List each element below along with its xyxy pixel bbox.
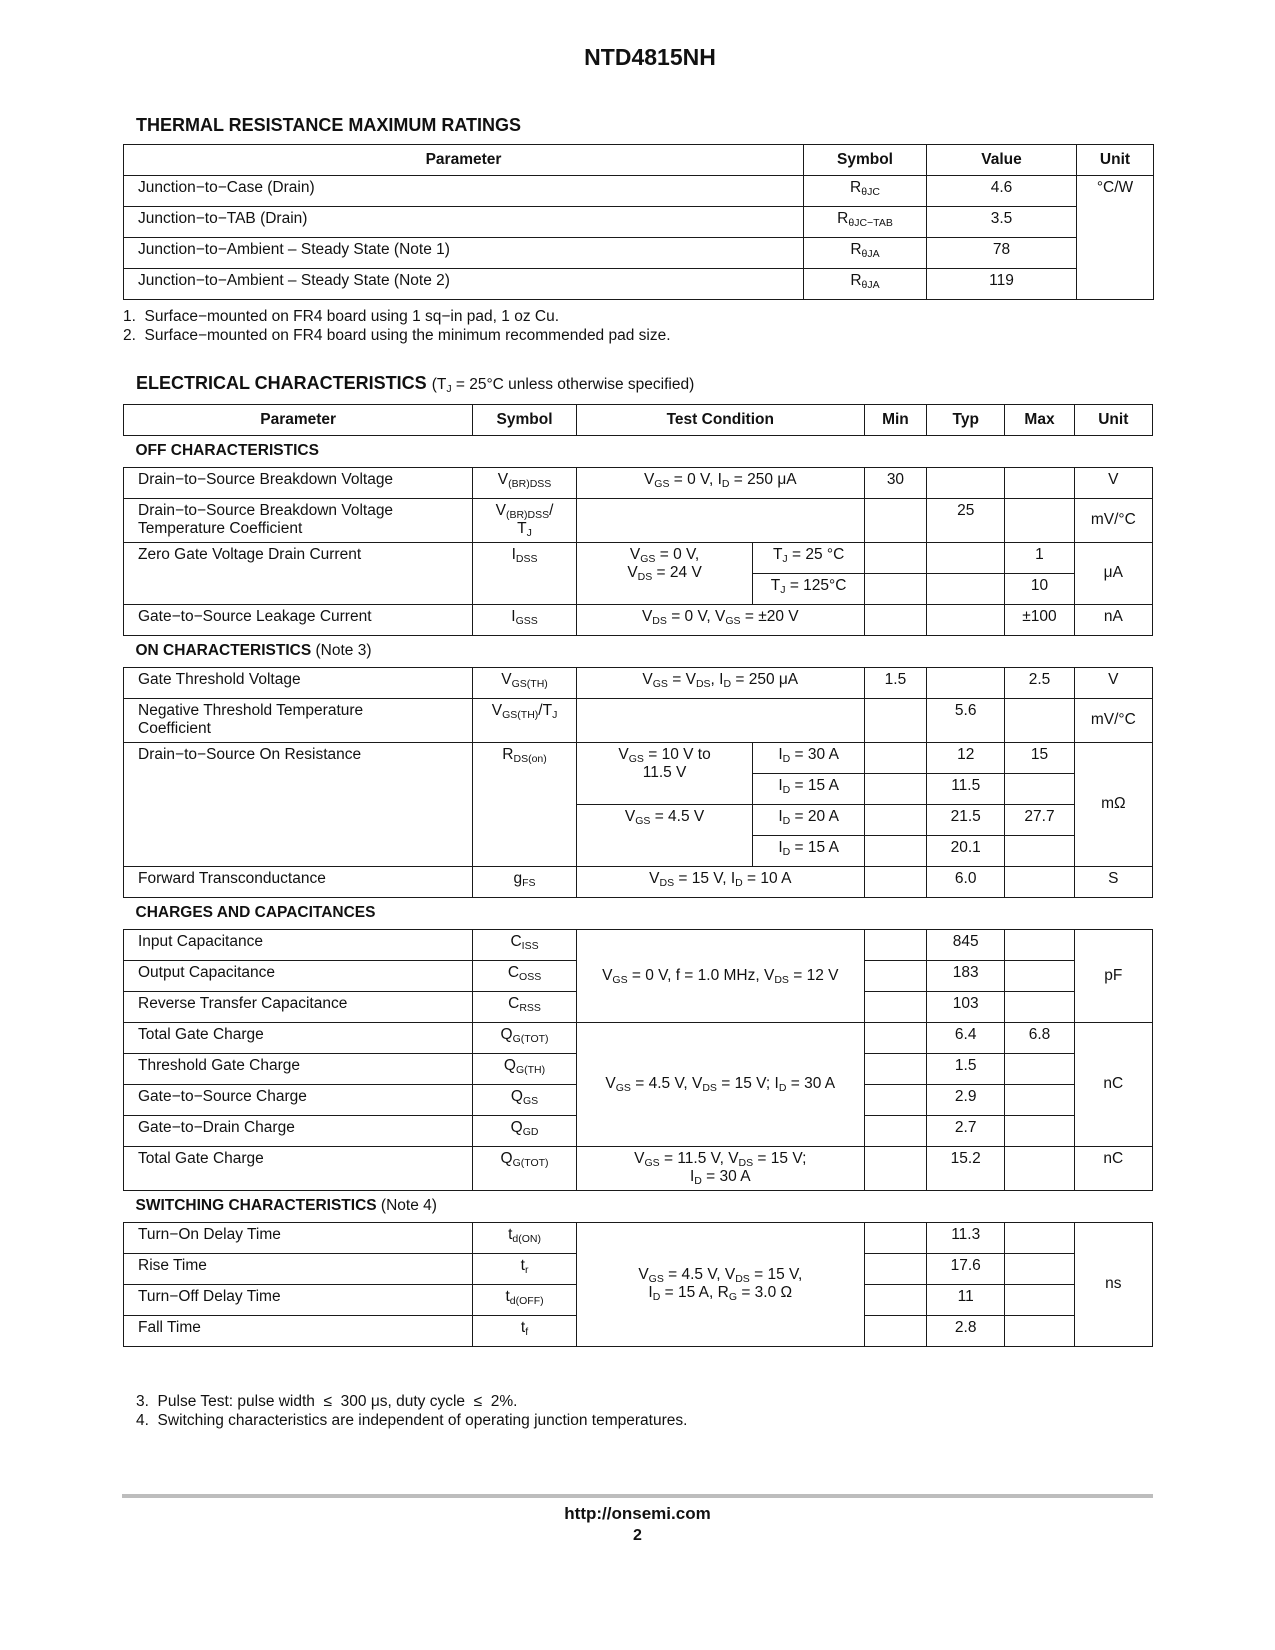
typ-cell: 20.1 (927, 836, 1005, 867)
symbol-cell: $R_{DS(on)}$ (473, 743, 576, 867)
min-cell (864, 961, 926, 992)
symbol-cell: $C_{RSS}$ (473, 992, 576, 1023)
condition-cell: $I_D = 30$ A (753, 743, 864, 774)
symbol-cell: $Q_{GD}$ (473, 1116, 576, 1147)
condition-cell: $V_{GS} = 0$ V, $V_{DS} = 24$ V (576, 543, 753, 605)
symbol-cell: $t_r$ (473, 1254, 576, 1285)
unit-cell: nA (1074, 605, 1152, 636)
min-cell (864, 867, 926, 898)
table-row (124, 468, 1153, 499)
max-cell (1005, 1116, 1074, 1147)
th-test-condition: Test Condition (576, 405, 864, 436)
th-parameter: Parameter (124, 145, 804, 176)
param-cell: Drain−to−Source Breakdown Voltage Temperature Coefficient (124, 499, 473, 543)
condition-cell: $V_{GS} = 0$ V, f = 1.0 MHz, $V_{DS} = 12$ V (576, 930, 864, 1023)
symbol-cell: $Q_{G(TOT)}$ (473, 1147, 576, 1191)
footer-url[interactable]: http://onsemi.com (564, 1504, 711, 1523)
typ-cell: 845 (927, 930, 1005, 961)
table-row (124, 867, 1153, 898)
condition-cell: $V_{DS} = 0$ V, $V_{GS} = \pm 20$ V (576, 605, 864, 636)
value-cell: 119 (927, 269, 1077, 300)
symbol-cell: $V_{(BR)DSS}/$ $T_J$ (473, 499, 576, 543)
max-cell: 1 (1005, 543, 1074, 574)
typ-cell: 11.5 (927, 774, 1005, 805)
th-parameter: Parameter (124, 405, 473, 436)
max-cell: 6.8 (1005, 1023, 1074, 1054)
param-cell: Total Gate Charge (124, 1023, 473, 1054)
electrical-section-title (136, 373, 694, 394)
min-cell: 30 (864, 468, 926, 499)
param-cell: Gate−to−Drain Charge (124, 1116, 473, 1147)
unit-cell: mV/°C (1074, 499, 1152, 543)
min-cell (864, 574, 926, 605)
min-cell (864, 1147, 926, 1191)
typ-cell: 5.6 (927, 699, 1005, 743)
table-row (124, 668, 1153, 699)
min-cell (864, 1085, 926, 1116)
param-cell: Forward Transconductance (124, 867, 473, 898)
table-row (124, 269, 1154, 300)
electrical-subtitle: ($T_J = 25^\circ C$ unless otherwise specified) (431, 376, 695, 395)
condition-cell (576, 499, 864, 543)
symbol-cell: $R_{\theta JA}$ (804, 238, 927, 269)
table-row (124, 743, 1153, 774)
typ-cell (927, 574, 1005, 605)
th-unit: Unit (1074, 405, 1152, 436)
charges-capacitances-heading: CHARGES AND CAPACITANCES (124, 898, 1153, 930)
note-1: 1. Surface−mounted on FR4 board using 1 sq−in pad, 1 oz Cu. (123, 308, 559, 325)
max-cell: 27.7 (1005, 805, 1074, 836)
symbol-cell: $I_{DSS}$ (473, 543, 576, 605)
min-cell (864, 1023, 926, 1054)
typ-cell: 6.0 (927, 867, 1005, 898)
max-cell: 15 (1005, 743, 1074, 774)
param-cell: Rise Time (124, 1254, 473, 1285)
max-cell: 10 (1005, 574, 1074, 605)
max-cell (1005, 1085, 1074, 1116)
param-cell: Gate Threshold Voltage (124, 668, 473, 699)
page-number: 2 (633, 1527, 642, 1544)
symbol-cell: $t_f$ (473, 1316, 576, 1347)
table-row (124, 1023, 1153, 1054)
symbol-cell: $V_{GS(TH)}/T_J$ (473, 699, 576, 743)
condition-cell: $V_{GS} = 11.5$ V, $V_{DS} = 15$ V; $I_D = 30$ A (576, 1147, 864, 1191)
thermal-section-title: THERMAL RESISTANCE MAXIMUM RATINGS (136, 115, 521, 135)
condition-cell: $V_{GS} = 10$ V to 11.5 V (576, 743, 753, 805)
condition-cell: $V_{DS} = 15$ V, $I_D = 10$ A (576, 867, 864, 898)
param-cell: Reverse Transfer Capacitance (124, 992, 473, 1023)
symbol-cell: $V_{(BR)DSS}$ (473, 468, 576, 499)
max-cell (1005, 1254, 1074, 1285)
symbol-cell: $C_{OSS}$ (473, 961, 576, 992)
param-cell: Zero Gate Voltage Drain Current (124, 543, 473, 605)
electrical-notes (136, 1392, 687, 1430)
unit-cell: nC (1074, 1147, 1152, 1191)
typ-cell (927, 668, 1005, 699)
symbol-cell: $R_{\theta JC-TAB}$ (804, 207, 927, 238)
electrical-table (123, 404, 1153, 1347)
max-cell (1005, 992, 1074, 1023)
th-value: Value (927, 145, 1077, 176)
typ-cell: 2.7 (927, 1116, 1005, 1147)
param-cell: Junction−to−Case (Drain) (124, 176, 804, 207)
symbol-cell: $V_{GS(TH)}$ (473, 668, 576, 699)
condition-cell: $V_{GS} = 4.5$ V, $V_{DS} = 15$ V, $I_D = 15$ A, $R_G = 3.0$ Ω (576, 1223, 864, 1347)
symbol-cell: $Q_{G(TOT)}$ (473, 1023, 576, 1054)
min-cell: 1.5 (864, 668, 926, 699)
typ-cell: 2.8 (927, 1316, 1005, 1347)
max-cell (1005, 774, 1074, 805)
table-row (124, 176, 1154, 207)
min-cell (864, 805, 926, 836)
condition-cell: $V_{GS} = 4.5$ V (576, 805, 753, 867)
min-cell (864, 836, 926, 867)
typ-cell: 2.9 (927, 1085, 1005, 1116)
param-cell: Negative Threshold Temperature Coefficient (124, 699, 473, 743)
unit-cell: μA (1074, 543, 1152, 605)
min-cell (864, 1285, 926, 1316)
typ-cell: 21.5 (927, 805, 1005, 836)
min-cell (864, 543, 926, 574)
typ-cell: 6.4 (927, 1023, 1005, 1054)
typ-cell (927, 543, 1005, 574)
unit-cell: mV/°C (1074, 699, 1152, 743)
thermal-notes (123, 307, 671, 345)
table-row (124, 1147, 1153, 1191)
unit-cell: pF (1074, 930, 1152, 1023)
max-cell (1005, 1054, 1074, 1085)
table-row (124, 605, 1153, 636)
param-cell: Junction−to−Ambient – Steady State (Note 2) (124, 269, 804, 300)
note-3: 3. Pulse Test: pulse width ≤ 300 μs, duty cycle ≤ 2%. (136, 1393, 518, 1410)
max-cell (1005, 468, 1074, 499)
table-row (124, 1223, 1153, 1254)
symbol-cell: $t_{d(ON)}$ (473, 1223, 576, 1254)
condition-cell: $I_D = 20$ A (753, 805, 864, 836)
min-cell (864, 1116, 926, 1147)
typ-cell: 11.3 (927, 1223, 1005, 1254)
table-row (124, 699, 1153, 743)
th-min: Min (864, 405, 926, 436)
typ-cell (927, 605, 1005, 636)
typ-cell: 15.2 (927, 1147, 1005, 1191)
param-cell: Output Capacitance (124, 961, 473, 992)
param-cell: Gate−to−Source Charge (124, 1085, 473, 1116)
note-4: 4. Switching characteristics are independent of operating junction temperatures. (136, 1412, 688, 1429)
max-cell (1005, 836, 1074, 867)
param-cell: Threshold Gate Charge (124, 1054, 473, 1085)
condition-cell: $T_J = 25$ °C (753, 543, 864, 574)
typ-cell: 103 (927, 992, 1005, 1023)
th-typ: Typ (927, 405, 1005, 436)
typ-cell: 17.6 (927, 1254, 1005, 1285)
table-row (124, 207, 1154, 238)
table-row (124, 499, 1153, 543)
min-cell (864, 605, 926, 636)
symbol-cell: $R_{\theta JA}$ (804, 269, 927, 300)
unit-cell: mΩ (1074, 743, 1152, 867)
typ-cell: 11 (927, 1285, 1005, 1316)
document-title: NTD4815NH (584, 44, 716, 70)
param-cell: Junction−to−TAB (Drain) (124, 207, 804, 238)
value-cell: 3.5 (927, 207, 1077, 238)
unit-cell: nC (1074, 1023, 1152, 1147)
th-symbol: Symbol (473, 405, 576, 436)
min-cell (864, 1316, 926, 1347)
condition-cell: $V_{GS} = 0$ V, $I_D = 250$ μA (576, 468, 864, 499)
table-row (124, 930, 1153, 961)
footer-divider (122, 1494, 1153, 1498)
max-cell: 2.5 (1005, 668, 1074, 699)
param-cell: Drain−to−Source On Resistance (124, 743, 473, 867)
on-characteristics-heading: ON CHARACTERISTICS (Note 3) (124, 636, 1153, 668)
unit-cell: S (1074, 867, 1152, 898)
value-cell: 78 (927, 238, 1077, 269)
table-row (124, 238, 1154, 269)
min-cell (864, 1223, 926, 1254)
symbol-cell: $C_{ISS}$ (473, 930, 576, 961)
symbol-cell: $I_{GSS}$ (473, 605, 576, 636)
max-cell (1005, 1285, 1074, 1316)
param-cell: Fall Time (124, 1316, 473, 1347)
max-cell (1005, 699, 1074, 743)
max-cell (1005, 1223, 1074, 1254)
unit-cell: °C/W (1077, 176, 1154, 300)
thermal-table (123, 144, 1154, 300)
condition-cell (576, 699, 864, 743)
max-cell (1005, 961, 1074, 992)
th-max: Max (1005, 405, 1074, 436)
param-cell: Turn−Off Delay Time (124, 1285, 473, 1316)
max-cell (1005, 930, 1074, 961)
max-cell (1005, 1147, 1074, 1191)
condition-cell: $I_D = 15$ A (753, 774, 864, 805)
min-cell (864, 1254, 926, 1285)
param-cell: Turn−On Delay Time (124, 1223, 473, 1254)
typ-cell (927, 468, 1005, 499)
typ-cell: 12 (927, 743, 1005, 774)
condition-cell: $V_{GS} = V_{DS}$, $I_D = 250$ μA (576, 668, 864, 699)
condition-cell: $V_{GS} = 4.5$ V, $V_{DS} = 15$ V; $I_D = 30$ A (576, 1023, 864, 1147)
table-row (124, 543, 1153, 574)
typ-cell: 25 (927, 499, 1005, 543)
min-cell (864, 499, 926, 543)
electrical-title-text: ELECTRICAL CHARACTERISTICS (136, 373, 427, 393)
param-cell: Junction−to−Ambient – Steady State (Note 1) (124, 238, 804, 269)
typ-cell: 183 (927, 961, 1005, 992)
min-cell (864, 774, 926, 805)
th-unit: Unit (1077, 145, 1154, 176)
switching-characteristics-heading: SWITCHING CHARACTERISTICS (Note 4) (124, 1191, 1153, 1223)
unit-cell: ns (1074, 1223, 1152, 1347)
symbol-cell: $Q_{GS}$ (473, 1085, 576, 1116)
min-cell (864, 992, 926, 1023)
max-cell (1005, 867, 1074, 898)
symbol-cell: $g_{FS}$ (473, 867, 576, 898)
max-cell: ±100 (1005, 605, 1074, 636)
typ-cell: 1.5 (927, 1054, 1005, 1085)
min-cell (864, 699, 926, 743)
symbol-cell: $R_{\theta JC}$ (804, 176, 927, 207)
max-cell (1005, 1316, 1074, 1347)
max-cell (1005, 499, 1074, 543)
condition-cell: $I_D = 15$ A (753, 836, 864, 867)
min-cell (864, 743, 926, 774)
param-cell: Total Gate Charge (124, 1147, 473, 1191)
min-cell (864, 930, 926, 961)
symbol-cell: $Q_{G(TH)}$ (473, 1054, 576, 1085)
th-symbol: Symbol (804, 145, 927, 176)
off-characteristics-heading: OFF CHARACTERISTICS (124, 436, 1153, 468)
unit-cell: V (1074, 668, 1152, 699)
value-cell: 4.6 (927, 176, 1077, 207)
symbol-cell: $t_{d(OFF)}$ (473, 1285, 576, 1316)
note-2: 2. Surface−mounted on FR4 board using the minimum recommended pad size. (123, 327, 671, 344)
param-cell: Drain−to−Source Breakdown Voltage (124, 468, 473, 499)
min-cell (864, 1054, 926, 1085)
unit-cell: V (1074, 468, 1152, 499)
condition-cell: $T_J = 125^\circ C$ (753, 574, 864, 605)
param-cell: Gate−to−Source Leakage Current (124, 605, 473, 636)
param-cell: Input Capacitance (124, 930, 473, 961)
